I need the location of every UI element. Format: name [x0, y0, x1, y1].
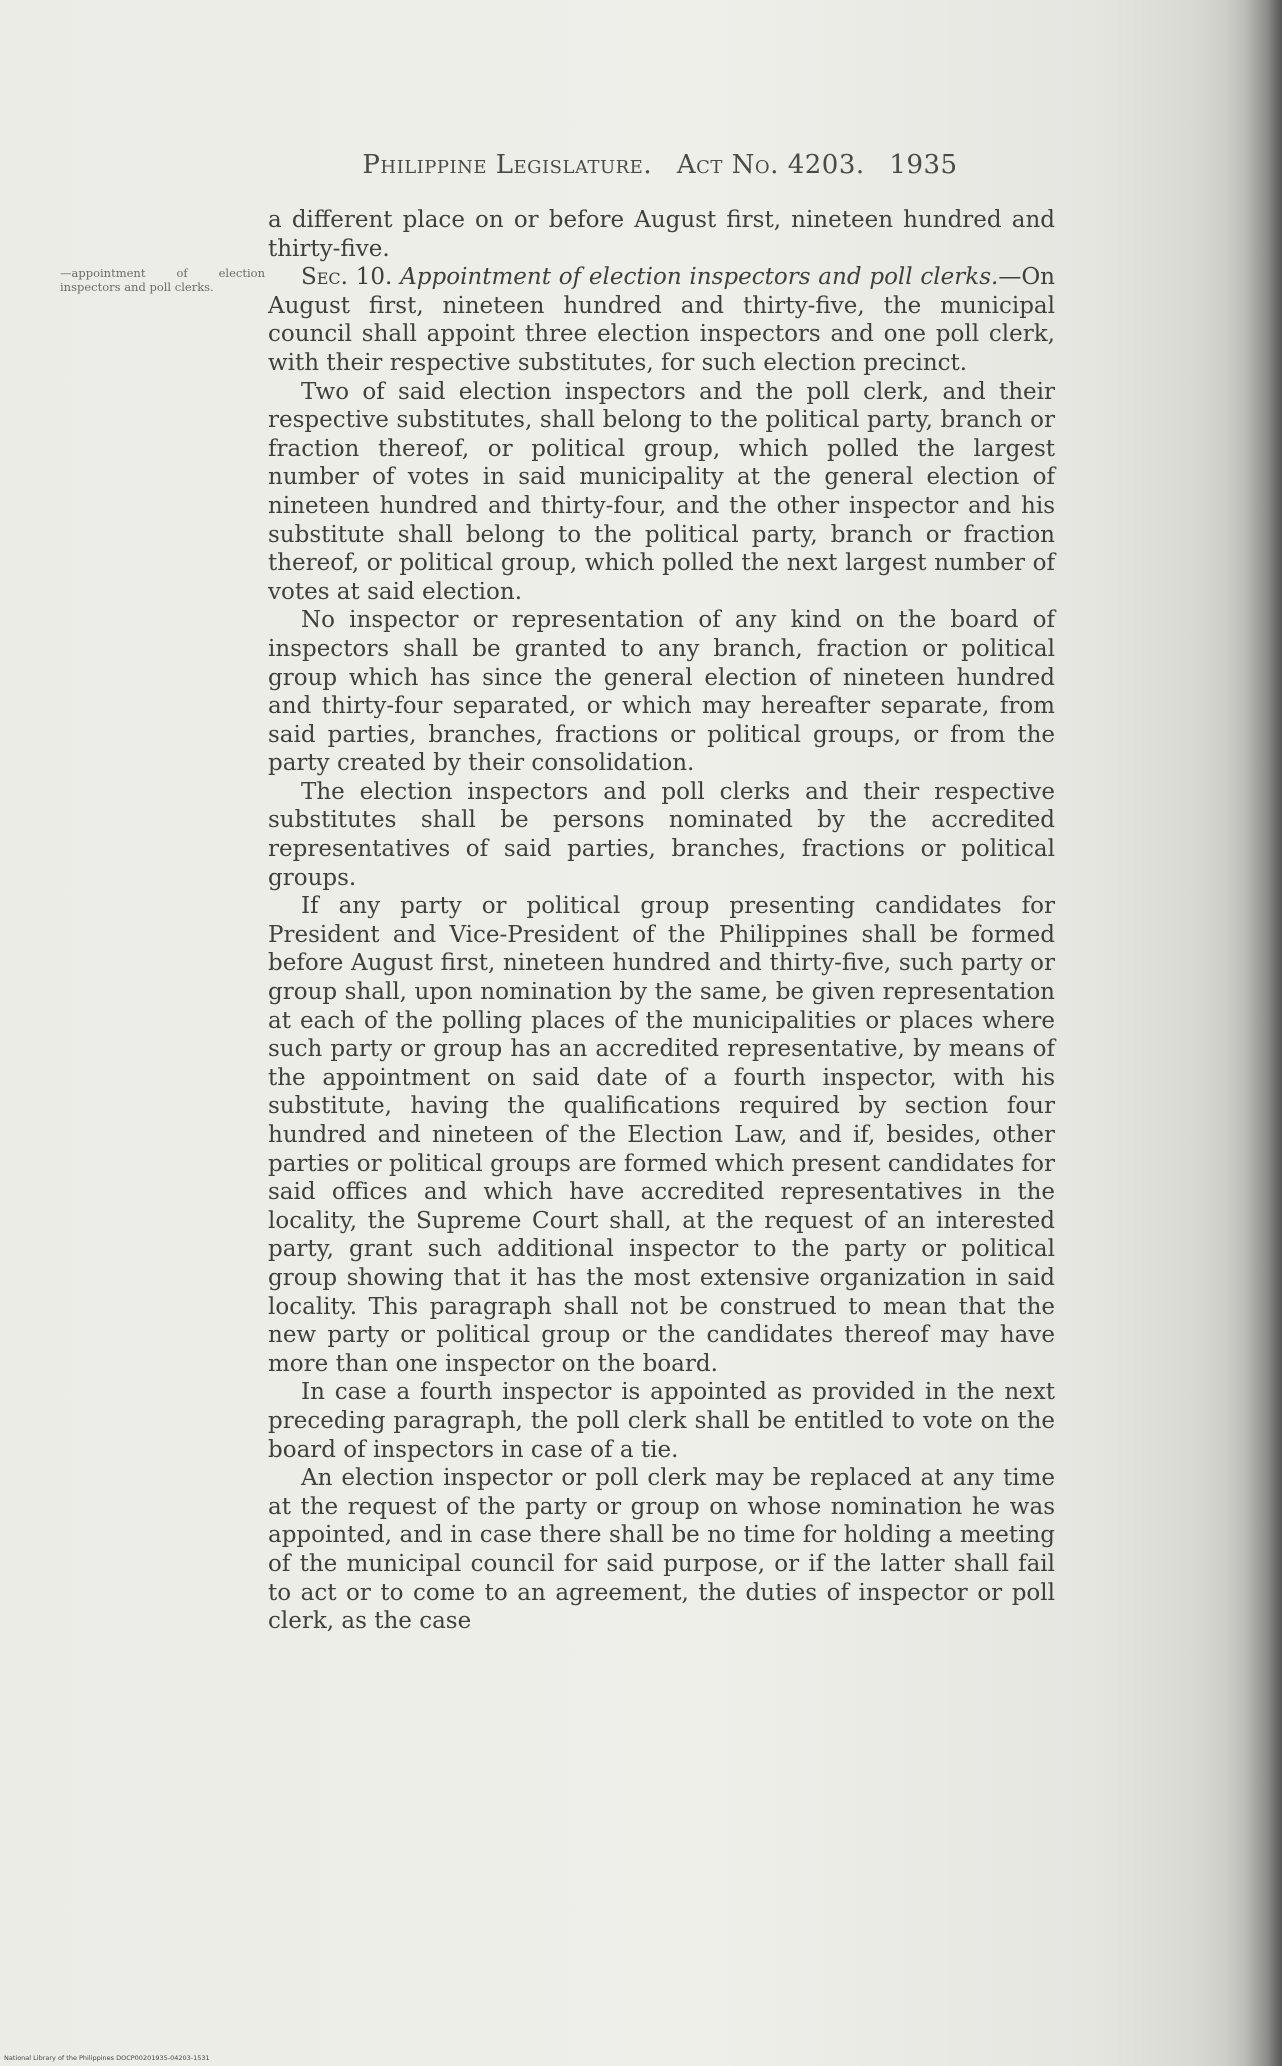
paragraph-continuation: a different place on or before August first, nineteen hundred and thirty-five.	[268, 207, 1055, 262]
paragraph: An election inspector or poll clerk may be replaced at any time at the request of the party or group on whose nomination he was appointed, and in case there shall be no time for holding a meeting of the municipal council for said purpose, or if the latter shall fail to act or to come to an agreement, the duties of inspector or poll clerk, as the case	[268, 1465, 1055, 1635]
body-text	[268, 206, 1055, 1636]
paragraph: Two of said election inspectors and the poll clerk, and their respective substitutes, shall belong to the political party, branch or fraction thereof, or political group, which polled the largest number of votes in said municipality at the general election of nineteen hundred and thirty-four, and the other inspector and his substitute shall belong to the political party, branch or fraction thereof, or political group, which polled the next largest number of votes at said election.	[268, 378, 1055, 605]
header-act: Act No. 4203.	[676, 150, 865, 180]
section-dash: —	[998, 264, 1022, 291]
section-paragraph	[268, 263, 1055, 377]
header-publisher: Philippine Legislature.	[362, 150, 653, 180]
section-label: Sec. 10.	[301, 264, 393, 291]
paragraph: In case a fourth inspector is appointed as provided in the next preceding paragraph, the poll clerk shall be entitled to vote on the board of inspectors in case of a tie.	[268, 1379, 1055, 1463]
header-year: 1935	[889, 150, 958, 180]
section-text: On August first, nineteen hundred and thirty-five, the municipal council shall appoint three election inspectors and one poll clerk, with their respective substitutes, for such election precinct.	[268, 264, 1055, 376]
paragraph: If any party or political group presenting candidates for President and Vice-President of the Philippines shall be formed before August first, nineteen hundred and thirty-five, such party or group shall, upon nomination by the same, be given representation at each of the polling places of the municipalities or places where such party or group has an accredited representative, by means of the appointment on said date of a fourth inspector, with his substitute, having the qualifications required by section four hundred and nineteen of the Election Law, and if, besides, other parties or political groups are formed which present candidates for said offices and which have accredited representatives in the locality, the Supreme Court shall, at the request of an interested party, grant such additional inspector to the party or political group showing that it has the most extensive organization in said locality. This paragraph shall not be construed to mean that the new party or political group or the candidates thereof may have more than one inspector on the board.	[268, 893, 1055, 1377]
paragraph: The election inspectors and poll clerks and their respective substitutes shall be persons nominated by the accredited representatives of said parties, branches, fractions or political groups.	[268, 778, 1055, 891]
library-stamp: National Library of the Philippines DOCP00201935-04203-1531	[4, 2054, 210, 2062]
section-title: Appointment of election inspectors and poll clerks.	[400, 264, 999, 291]
paragraph: No inspector or representation of any kind on the board of inspectors shall be granted to any branch, fraction or political group which has since the general election of nineteen hundred and thirty-four separated, or which may hereafter separate, from said parties, branches, fractions or political groups, or from the party created by their consolidation.	[268, 607, 1055, 777]
running-header	[330, 150, 990, 180]
binding-shadow	[1224, 0, 1282, 2066]
margin-note: —appointment of election inspectors and poll clerks.	[60, 266, 265, 294]
